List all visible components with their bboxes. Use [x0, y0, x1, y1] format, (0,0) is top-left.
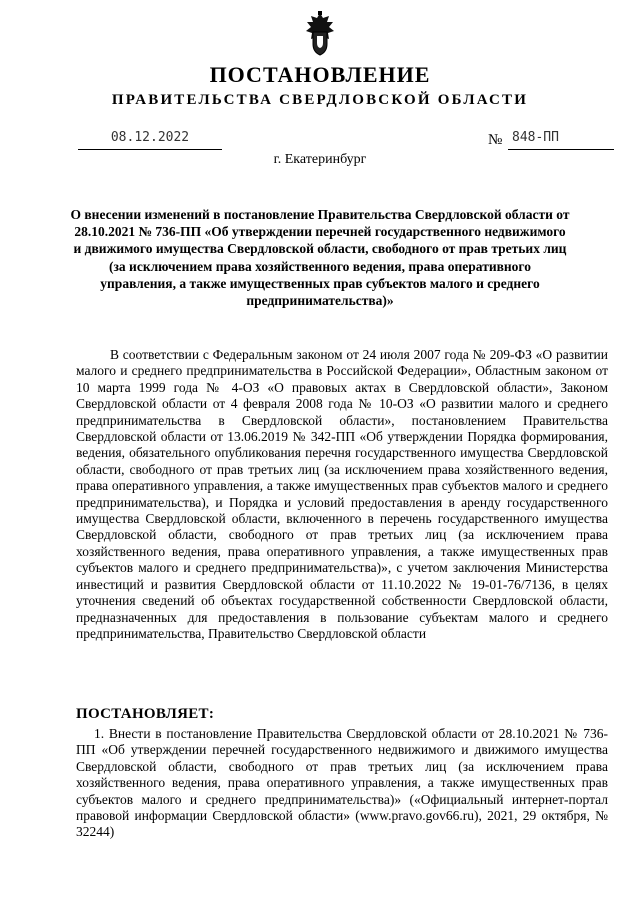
document-heading: О внесении изменений в постановление Правительства Свердловской области от 28.10.2021 № 736-ПП «Об утверждении перечней государственного недвижимого и движимого имущества Свердловской области, свободного от прав третьих лиц (за исключением права хозяйственного ведения, права оперативного управления, а также имущественных прав субъектов малого и среднего предпринимательства)»	[70, 207, 570, 309]
document-subtitle: ПРАВИТЕЛЬСТВА СВЕРДЛОВСКОЙ ОБЛАСТИ	[111, 92, 529, 108]
preamble-paragraph	[76, 347, 608, 642]
number-sign: №	[488, 132, 503, 148]
document-date: 08.12.2022	[110, 130, 190, 145]
date-underline	[78, 149, 222, 150]
document-number: 848-ПП	[512, 130, 559, 145]
resolve-heading: ПОСТАНОВЛЯЕТ:	[76, 706, 215, 722]
document-city: г. Екатеринбург	[273, 152, 367, 167]
document-title: ПОСТАНОВЛЕНИЕ	[209, 62, 431, 87]
preamble-text: В соответствии с Федеральным законом от 24 июля 2007 года № 209-ФЗ «О развитии малого и среднего предпринимательства в Российской Федерации», Областным законом от 10 марта 1999 года № 4-ОЗ «О правовых актах в Свердловской области», Законом Свердловской области от 4 февраля 2008 года № 10-ОЗ «О развитии малого и среднего предпринимательства в Свердловской области», постановлением Правительства Свердловской области от 13.06.2019 № 342-ПП «Об утверждении Порядка формирования, ведения, обязательного опубликования перечня государственного имущества Свердловской области, свободного от прав третьих лиц (за исключением права хозяйственного ведения, права оперативного управления, а также имущественных прав субъектов малого и среднего предпринимательства), и Порядка и условий предоставления в аренду государственного имущества Свердловской области, включенного в перечень государственного имущества Свердловской области, свободного от прав третьих лиц (за исключением права хозяйственного ведения, права оперативного управления, а также имущественных прав субъектов малого и среднего предпринимательства)», с учетом заключения Министерства инвестиций и развития Свердловской области от 11.10.2022 № 19-01-76/7136, в целях уточнения сведений об объектах государственной собственности Свердловской области, предназначенных для предоставления в пользование субъектам малого и среднего предпринимательства, Правительство Свердловской области	[76, 347, 608, 641]
number-underline	[508, 149, 614, 150]
item-1-paragraph: 1. Внести в постановление Правительства Свердловской области от 28.10.2021 № 736-ПП «Об утверждении перечней государственного недвижимого и движимого имущества Свердловской области, свободного от прав третьих лиц (за исключением права хозяйственного ведения, права оперативного управления, а также имущественных прав субъектов малого и среднего предпринимательства)» («Официальный интернет-портал правовой информации Свердловской области» (www.pravo.gov66.ru), 2021, 29 октября, № 32244)	[76, 726, 608, 840]
coat-of-arms-icon	[296, 10, 344, 58]
